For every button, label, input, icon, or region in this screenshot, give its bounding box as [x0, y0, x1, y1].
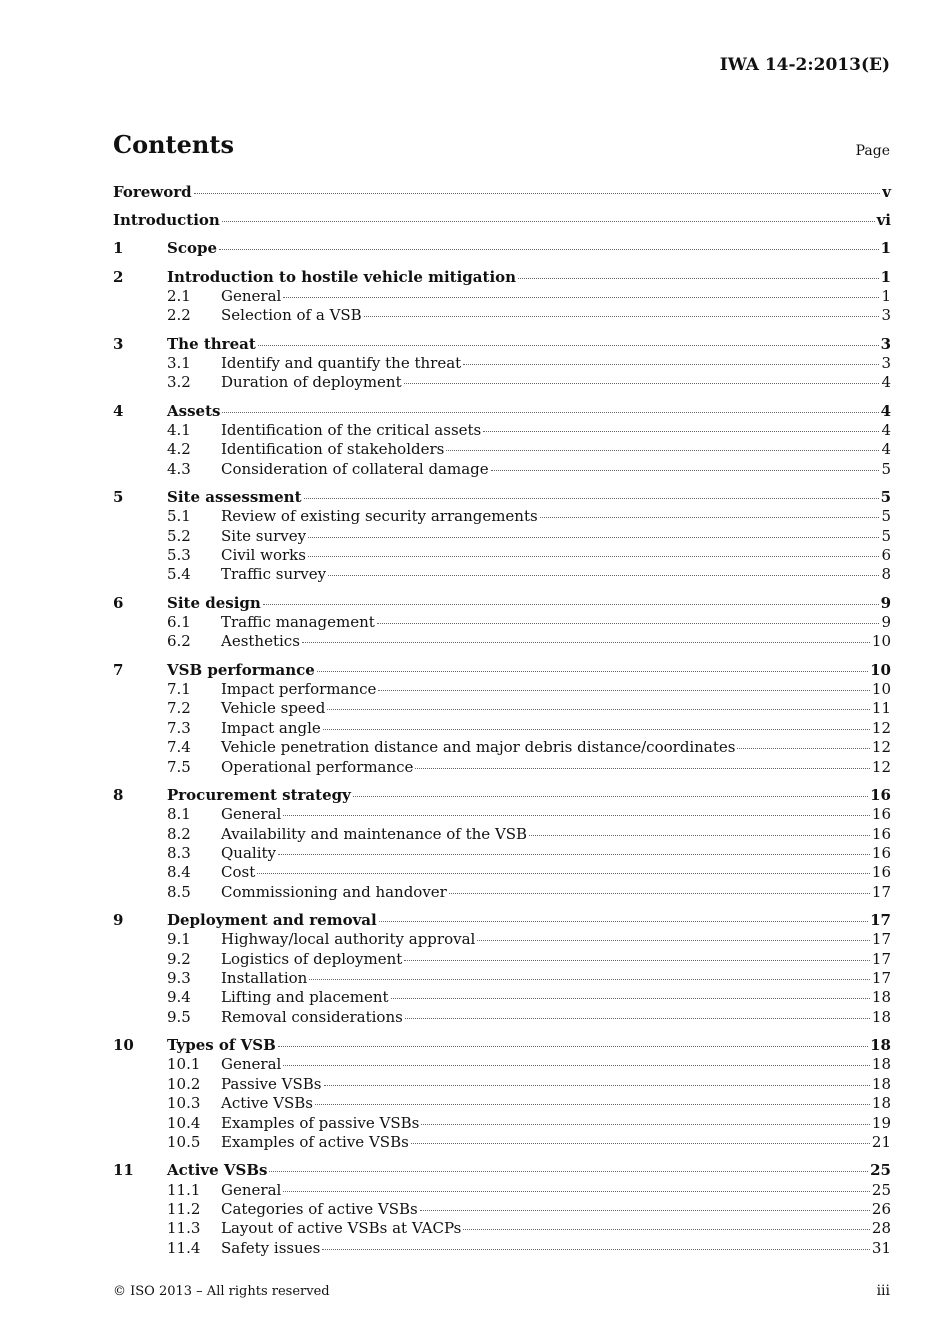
toc-subentry-title: General — [221, 1180, 282, 1199]
toc-subentry-page: 28 — [871, 1219, 891, 1238]
dot-leader — [377, 623, 880, 624]
toc-subentry[interactable] — [113, 805, 891, 824]
toc-entry[interactable] — [113, 594, 891, 613]
toc-subentry-number: 3.1 — [167, 353, 191, 372]
toc-subentry-number: 8.2 — [167, 824, 191, 843]
toc-subentry[interactable] — [113, 719, 891, 738]
dot-leader — [278, 1046, 868, 1047]
toc-entry-number: 7 — [113, 660, 124, 679]
toc-subentry[interactable] — [113, 1200, 891, 1219]
toc-subentry[interactable] — [113, 988, 891, 1007]
toc-subentry-number: 10.2 — [167, 1074, 201, 1093]
toc-entry-title: Deployment and removal — [167, 910, 377, 929]
dot-leader — [222, 412, 878, 413]
toc-entry[interactable] — [113, 268, 891, 287]
toc-subentry-number: 5.1 — [167, 507, 191, 526]
toc-subentry-number: 6.1 — [167, 613, 191, 631]
toc-entry-number: 6 — [113, 593, 124, 612]
toc-entry[interactable] — [113, 661, 891, 680]
toc-subentry-page: 18 — [871, 988, 891, 1007]
toc-subentry-page: 5 — [881, 526, 891, 545]
toc-subentry-title: Vehicle speed — [221, 699, 326, 718]
contents-title: Contents — [113, 130, 234, 159]
dot-leader — [315, 1104, 870, 1105]
toc-subentry-number: 5.3 — [167, 546, 191, 565]
dot-leader — [302, 642, 870, 643]
toc-subentry-title: Impact performance — [221, 679, 377, 698]
dot-leader — [518, 278, 879, 279]
dot-leader — [529, 835, 870, 836]
toc-subentry-page: 18 — [871, 1055, 891, 1074]
toc-subentry-page: 26 — [871, 1199, 891, 1218]
dot-leader — [283, 1191, 870, 1192]
toc-entry-title: The threat — [167, 334, 256, 353]
toc-subentry[interactable] — [113, 565, 891, 584]
toc-subentry[interactable] — [113, 758, 891, 777]
toc-subentry[interactable] — [113, 1075, 891, 1094]
toc-entry[interactable] — [113, 183, 891, 202]
toc-subentry-title: Cost — [221, 863, 256, 882]
toc-subentry-title: Availability and maintenance of the VSB — [221, 824, 528, 843]
toc-subentry-title: Selection of a VSB — [221, 306, 362, 325]
toc-entry-number: 8 — [113, 785, 124, 804]
toc-subentry[interactable] — [113, 863, 891, 882]
toc-subentry-title: Categories of active VSBs — [221, 1199, 418, 1218]
page-column-label: Page — [855, 143, 890, 159]
toc-entry-page: 16 — [870, 785, 891, 804]
toc-subentry-page: 12 — [871, 757, 891, 776]
dot-leader — [283, 815, 870, 816]
toc-subentry[interactable] — [113, 950, 891, 969]
toc-entry-title: Procurement strategy — [167, 785, 351, 804]
toc-subentry[interactable] — [113, 373, 891, 392]
toc-subentry-title: Consideration of collateral damage — [221, 459, 489, 478]
toc-subentry-number: 9.5 — [167, 1007, 191, 1026]
toc-entry-page: 5 — [880, 487, 891, 506]
toc-entry-page: 9 — [880, 593, 891, 612]
toc-subentry-title: Installation — [221, 969, 308, 988]
dot-leader — [446, 450, 879, 451]
toc-subentry-number: 4.3 — [167, 459, 191, 478]
toc-subentry[interactable] — [113, 1181, 891, 1200]
toc-subentry-number: 11.4 — [167, 1238, 201, 1257]
toc-subentry[interactable] — [113, 680, 891, 699]
toc-entry-page: 3 — [880, 334, 891, 353]
toc-entry[interactable] — [113, 786, 891, 805]
toc-subentry-number: 8.5 — [167, 882, 191, 901]
toc-subentry-title: General — [221, 805, 282, 824]
dot-leader — [405, 1018, 870, 1019]
toc-entry-page: 1 — [880, 239, 891, 258]
toc-subentry-title: Aesthetics — [221, 632, 300, 651]
toc-subentry[interactable] — [113, 1239, 891, 1258]
toc-subentry-page: 25 — [871, 1180, 891, 1199]
toc-subentry-number: 9.4 — [167, 988, 191, 1007]
toc-entry-title: Scope — [167, 239, 218, 258]
toc-subentry-page: 17 — [871, 969, 891, 988]
toc-entry-page: 10 — [870, 660, 891, 679]
toc-subentry-page: 9 — [881, 613, 891, 631]
toc-subentry-number: 9.2 — [167, 949, 191, 968]
toc-subentry-page: 11 — [871, 699, 891, 718]
toc-entry-number: 2 — [113, 267, 124, 286]
toc-subentry-page: 17 — [871, 949, 891, 968]
toc-subentry[interactable] — [113, 440, 891, 459]
toc-subentry[interactable] — [113, 460, 891, 479]
toc-subentry-page: 16 — [871, 805, 891, 824]
toc-subentry[interactable] — [113, 825, 891, 844]
dot-leader — [415, 768, 869, 769]
toc-subentry[interactable] — [113, 613, 891, 632]
toc-subentry-title: Operational performance — [221, 757, 414, 776]
toc-entry-page: 25 — [870, 1161, 891, 1180]
toc-subentry-title: Identify and quantify the threat — [221, 353, 462, 372]
dot-leader — [304, 498, 879, 499]
dot-leader — [269, 1171, 868, 1172]
toc-subentry[interactable] — [113, 507, 891, 526]
toc-subentry-title: Highway/local authority approval — [221, 930, 476, 949]
dot-leader — [463, 364, 879, 365]
toc-subentry-title: Removal considerations — [221, 1007, 403, 1026]
dot-leader — [391, 998, 870, 999]
toc-subentry-page: 3 — [881, 353, 891, 372]
toc-entry-title: Assets — [167, 401, 221, 420]
toc-subentry[interactable] — [113, 930, 891, 949]
toc-subentry-number: 5.4 — [167, 565, 191, 584]
toc-subentry[interactable] — [113, 287, 891, 306]
toc-subentry-title: Logistics of deployment — [221, 949, 403, 968]
toc-subentry[interactable] — [113, 738, 891, 757]
toc-entry[interactable] — [113, 488, 891, 507]
dot-leader — [323, 729, 870, 730]
footer-page-number: iii — [876, 1283, 890, 1299]
dot-leader — [379, 921, 868, 922]
toc-subentry-number: 7.5 — [167, 757, 191, 776]
dot-leader — [324, 1085, 870, 1086]
toc-subentry-number: 11.1 — [167, 1180, 201, 1199]
toc-subentry-number: 8.3 — [167, 843, 191, 862]
toc-subentry-number: 6.2 — [167, 632, 191, 651]
toc-subentry-title: Civil works — [221, 546, 306, 565]
toc-entry-page: 18 — [870, 1036, 891, 1054]
toc-subentry[interactable] — [113, 1219, 891, 1238]
dot-leader — [263, 604, 879, 605]
toc-subentry-number: 7.2 — [167, 699, 191, 718]
toc-subentry-title: Identification of the critical assets — [221, 420, 482, 439]
dot-leader — [378, 690, 870, 691]
toc-subentry-number: 4.2 — [167, 440, 191, 459]
dot-leader — [404, 960, 870, 961]
toc-subentry[interactable] — [113, 421, 891, 440]
toc-subentry-page: 8 — [881, 565, 891, 584]
toc-subentry-title: Passive VSBs — [221, 1074, 322, 1093]
toc-subentry-number: 10.4 — [167, 1113, 201, 1132]
toc-entry-number: 10 — [113, 1036, 134, 1054]
document-id: IWA 14-2:2013(E) — [719, 55, 890, 75]
toc-subentry-title: Site survey — [221, 526, 307, 545]
toc-entry[interactable] — [113, 1036, 891, 1055]
toc-subentry-title: Traffic management — [221, 613, 375, 631]
toc-subentry-number: 3.2 — [167, 373, 191, 392]
dot-leader — [404, 383, 880, 384]
toc-subentry[interactable] — [113, 1133, 891, 1152]
dot-leader — [328, 575, 879, 576]
toc-subentry-title: General — [221, 1055, 282, 1074]
toc-subentry-title: Impact angle — [221, 718, 321, 737]
dot-leader — [737, 748, 869, 749]
toc-subentry[interactable] — [113, 883, 891, 902]
toc-subentry-title: Traffic survey — [221, 565, 327, 584]
dot-leader — [364, 316, 880, 317]
toc-subentry-page: 1 — [881, 286, 891, 305]
toc-subentry-number: 7.1 — [167, 679, 191, 698]
toc-subentry-title: Quality — [221, 843, 276, 862]
toc-subentry-page: 21 — [871, 1132, 891, 1151]
dot-leader — [421, 1124, 870, 1125]
toc-entry[interactable] — [113, 402, 891, 421]
toc-subentry-page: 4 — [881, 373, 891, 392]
toc-subentry-number: 8.4 — [167, 863, 191, 882]
toc-entry-page: 17 — [870, 910, 891, 929]
toc-subentry-page: 16 — [871, 843, 891, 862]
toc-subentry-page: 4 — [881, 420, 891, 439]
toc-subentry-page: 5 — [881, 459, 891, 478]
dot-leader — [258, 345, 879, 346]
dot-leader — [308, 556, 880, 557]
toc-subentry[interactable] — [113, 1114, 891, 1133]
toc-subentry-page: 16 — [871, 824, 891, 843]
toc-subentry[interactable] — [113, 527, 891, 546]
toc-entry-number: 9 — [113, 910, 124, 929]
toc-subentry-number: 8.1 — [167, 805, 191, 824]
toc-subentry-number: 9.3 — [167, 969, 191, 988]
toc-entry-number: 5 — [113, 487, 124, 506]
toc-subentry-title: Vehicle penetration distance and major debris distance/coordinates — [221, 738, 736, 757]
dot-leader — [463, 1229, 870, 1230]
dot-leader — [353, 796, 868, 797]
toc-entry-number: 3 — [113, 334, 124, 353]
toc-entry-title: Introduction to hostile vehicle mitigation — [167, 267, 517, 286]
toc-entry-number: 4 — [113, 401, 124, 420]
toc-subentry-title: Commissioning and handover — [221, 882, 447, 901]
toc-entry-page: v — [882, 183, 891, 201]
toc-subentry-page: 12 — [871, 738, 891, 757]
dot-leader — [477, 940, 870, 941]
toc-subentry[interactable] — [113, 1094, 891, 1113]
toc-subentry-page: 17 — [871, 930, 891, 949]
toc-subentry-page: 18 — [871, 1007, 891, 1026]
toc-subentry[interactable] — [113, 632, 891, 651]
table-of-contents — [113, 183, 891, 1258]
toc-subentry-number: 5.2 — [167, 526, 191, 545]
dot-leader — [219, 249, 879, 250]
toc-subentry-number: 10.5 — [167, 1132, 201, 1151]
toc-subentry-title: Active VSBs — [221, 1094, 314, 1113]
toc-entry[interactable] — [113, 911, 891, 930]
toc-subentry-title: Examples of active VSBs — [221, 1132, 409, 1151]
toc-subentry-number: 2.2 — [167, 306, 191, 325]
toc-entry-title: Active VSBs — [167, 1161, 268, 1180]
toc-entry-title: Types of VSB — [167, 1036, 276, 1054]
toc-subentry[interactable] — [113, 844, 891, 863]
toc-subentry-number: 2.1 — [167, 286, 191, 305]
toc-subentry-number: 7.3 — [167, 718, 191, 737]
toc-subentry[interactable] — [113, 306, 891, 325]
toc-subentry-number: 7.4 — [167, 738, 191, 757]
toc-subentry-number: 10.1 — [167, 1055, 201, 1074]
dot-leader — [420, 1210, 870, 1211]
dot-leader — [540, 517, 880, 518]
toc-entry[interactable] — [113, 1161, 891, 1180]
dot-leader — [222, 221, 875, 222]
toc-subentry[interactable] — [113, 1055, 891, 1074]
dot-leader — [449, 893, 870, 894]
toc-subentry-title: Layout of active VSBs at VACPs — [221, 1219, 462, 1238]
toc-subentry-page: 19 — [871, 1113, 891, 1132]
toc-entry-page: 1 — [880, 267, 891, 286]
toc-entry-title: Site design — [167, 593, 261, 612]
toc-subentry[interactable] — [113, 699, 891, 718]
dot-leader — [309, 979, 870, 980]
toc-subentry-number: 11.2 — [167, 1199, 201, 1218]
toc-subentry-title: Safety issues — [221, 1238, 321, 1257]
toc-subentry-number: 11.3 — [167, 1219, 201, 1238]
toc-subentry[interactable] — [113, 354, 891, 373]
toc-entry[interactable] — [113, 335, 891, 354]
dot-leader — [411, 1143, 870, 1144]
toc-subentry-page: 4 — [881, 440, 891, 459]
toc-subentry-page: 31 — [871, 1238, 891, 1257]
toc-subentry-page: 17 — [871, 882, 891, 901]
toc-entry-title: Site assessment — [167, 487, 302, 506]
toc-entry-title: VSB performance — [167, 660, 315, 679]
toc-subentry-page: 10 — [871, 632, 891, 651]
toc-subentry-page: 5 — [881, 507, 891, 526]
toc-subentry-title: Duration of deployment — [221, 373, 402, 392]
toc-subentry-title: Review of existing security arrangements — [221, 507, 538, 526]
toc-entry-page: 4 — [880, 401, 891, 420]
toc-subentry-title: Identification of stakeholders — [221, 440, 445, 459]
dot-leader — [327, 709, 870, 710]
toc-subentry-title: General — [221, 286, 282, 305]
toc-subentry-page: 12 — [871, 718, 891, 737]
dot-leader — [483, 431, 879, 432]
toc-subentry-number: 9.1 — [167, 930, 191, 949]
toc-entry-title: Foreword — [113, 183, 192, 201]
dot-leader — [278, 854, 870, 855]
dot-leader — [283, 297, 879, 298]
toc-subentry-page: 6 — [881, 546, 891, 565]
toc-subentry-page: 18 — [871, 1074, 891, 1093]
toc-subentry[interactable] — [113, 1008, 891, 1027]
toc-entry[interactable] — [113, 239, 891, 258]
dot-leader — [257, 873, 870, 874]
footer-copyright: © ISO 2013 – All rights reserved — [113, 1284, 330, 1299]
dot-leader — [491, 470, 880, 471]
toc-subentry-number: 4.1 — [167, 420, 191, 439]
toc-subentry-page: 18 — [871, 1094, 891, 1113]
toc-subentry-page: 16 — [871, 863, 891, 882]
toc-entry-number: 1 — [113, 239, 124, 258]
toc-subentry-number: 10.3 — [167, 1094, 201, 1113]
toc-subentry-title: Lifting and placement — [221, 988, 389, 1007]
toc-entry[interactable] — [113, 211, 891, 230]
dot-leader — [308, 537, 879, 538]
toc-subentry[interactable] — [113, 969, 891, 988]
toc-subentry-title: Examples of passive VSBs — [221, 1113, 420, 1132]
toc-entry-page: vi — [876, 211, 891, 230]
dot-leader — [194, 193, 881, 194]
toc-subentry-page: 10 — [871, 679, 891, 698]
dot-leader — [317, 671, 868, 672]
dot-leader — [322, 1249, 870, 1250]
toc-entry-title: Introduction — [113, 211, 220, 230]
toc-entry-number: 11 — [113, 1161, 134, 1180]
toc-subentry-page: 3 — [881, 306, 891, 325]
toc-subentry[interactable] — [113, 546, 891, 565]
dot-leader — [283, 1065, 870, 1066]
